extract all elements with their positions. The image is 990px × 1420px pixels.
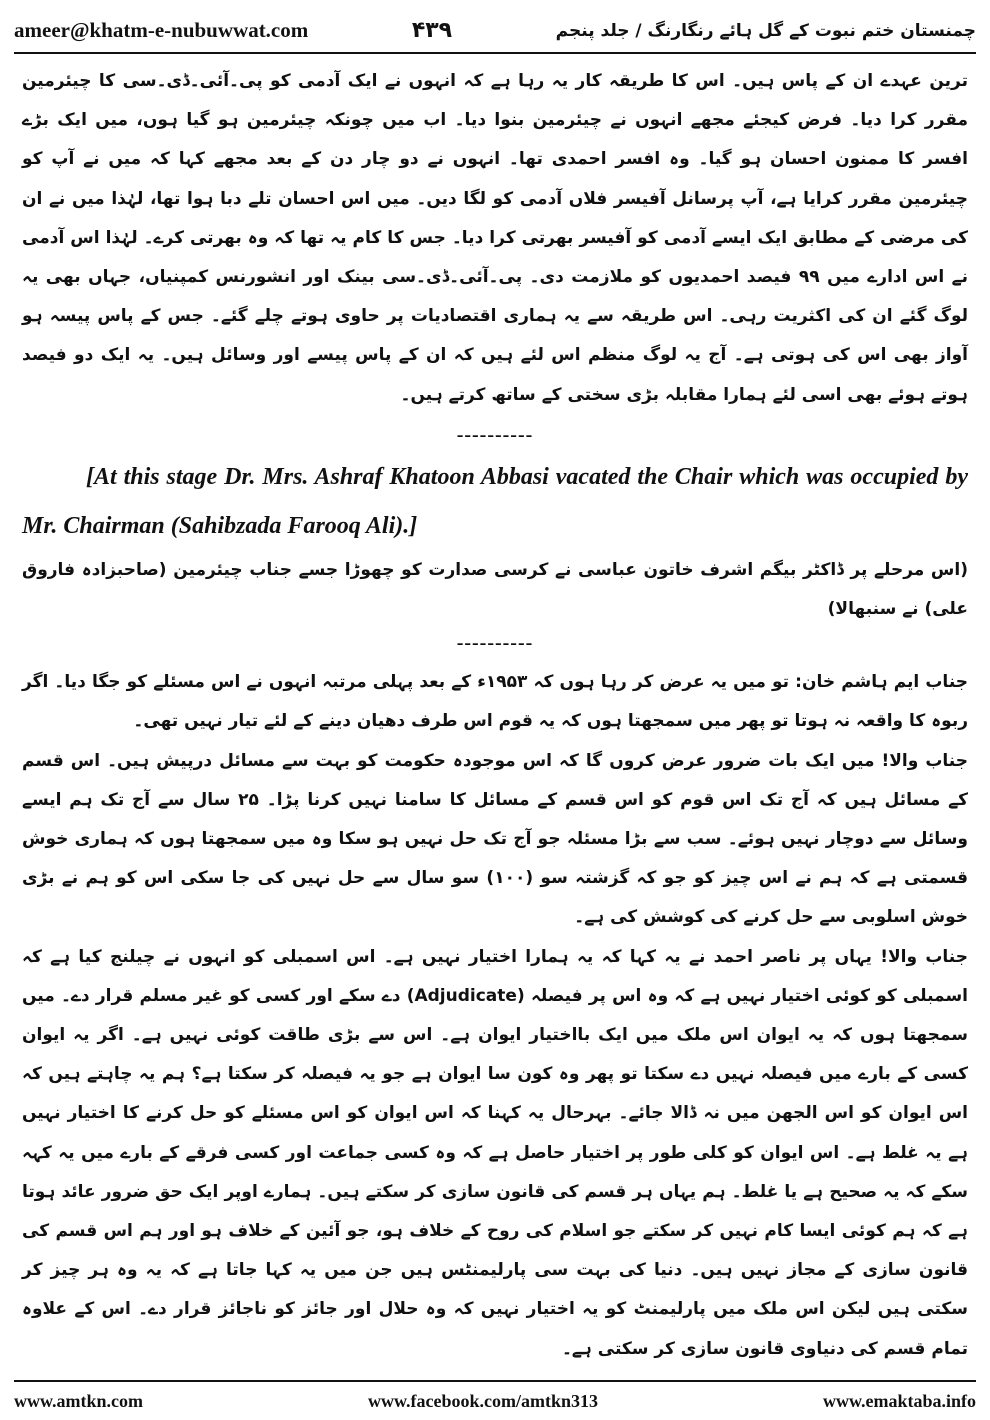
urdu-note: (اس مرحلے پر ڈاکٹر بیگم اشرف خاتون عباسی نے کرسی صدارت کو چھوڑا جسے جناب چیئرمین (صاحبزادہ فاروق علی) نے سنبھالا) xyxy=(22,559,968,620)
page-number: ۴۳۹ xyxy=(411,17,453,43)
paragraph-2 xyxy=(22,663,968,741)
paragraph-3: جناب والا! میں ایک بات ضرور عرض کروں گا کہ اس موجودہ حکومت کو بہت سے مسائل درپیش ہیں۔ اس قسم کے مسائل ہیں کہ آج تک اس قوم کو اس قسم کے مسائل کا سامنا نہیں کرنا پڑا۔ ۲۵ سال سے آج تک ہم ایسے وسائل سے دوچار نہیں ہوئے۔ سب سے بڑا مسئلہ جو آج تک حل نہیں ہو سکا وہ میں سمجھتا ہوں کہ ہماری خوش قسمتی ہے کہ ہم نے اس چیز کو جو کہ گزشتہ سو (۱۰۰) سو سال سے حل نہیں کی جا سکی اس کو ہم نے بڑی خوش اسلوبی سے حل کرنے کی کوشش کی ہے۔ xyxy=(22,750,968,928)
footer-link-facebook[interactable]: www.facebook.com/amtkn313 xyxy=(367,1390,598,1411)
paragraph-2-text: تو میں یہ عرض کر رہا ہوں کہ ۱۹۵۳ء کے بعد پہلی مرتبہ انہوں نے اس مسئلے کو جگا دیا۔ اگر ربوہ کا واقعہ نہ ہوتا تو پھر میں سمجھتا ہوں کہ یہ قوم اس طرف دھیان دینے کے لئے تیار نہیں تھی۔ xyxy=(22,672,968,732)
paragraph-4: جناب والا! یہاں پر ناصر احمد نے یہ کہا کہ یہ ہمارا اختیار نہیں ہے۔ اس اسمبلی کو انہوں نے چیلنج کیا ہے کہ اسمبلی کو کوئی اختیار نہیں ہے کہ وہ اس پر فیصلہ (Adjudicate) دے سکے اور کسی کو غیر مسلم قرار دے۔ میں سمجھتا ہوں کہ یہ ایوان اس ملک میں ایک بااختیار ایوان ہے۔ اس سے بڑی طاقت کوئی نہیں ہے۔ اگر یہ ایوان کسی کے بارے میں فیصلہ نہیں دے سکتا تو پھر وہ کون سا ایوان ہے جو یہ فیصلہ کر سکتا ہے؟ ہم یہ چاہتے ہیں کہ اس ایوان کو اس الجھن میں نہ ڈالا جائے۔ بہرحال یہ کہنا کہ اس ایوان کو اس مسئلے کو حل کرنے کا اختیار نہیں ہے یہ غلط ہے۔ اس ایوان کو کلی طور پر اختیار حاصل ہے کہ وہ کسی جماعت اور کسی فرقے کے بارے میں یہ کہہ سکے کہ یہ صحیح ہے یا غلط۔ ہم یہاں ہر قسم کی قانون سازی کر سکتے ہیں۔ ہمارے اوپر ایک حق ضرور عائد ہوتا ہے کہ ہم کوئی ایسا کام نہیں کر سکتے جو اسلام کی روح کے خلاف ہو، جو آئین کے خلاف ہو اور ہم اس قسم کی قانون سازی کے مجاز نہیں ہیں۔ دنیا کی بہت سی پارلیمنٹس ہیں جن میں یہ کہا جاتا ہے کہ یہ وہ ہر چیز کر سکتی ہیں لیکن اس ملک میں پارلیمنٹ کو یہ اختیار نہیں کہ وہ حلال اور جائز کو ناجائز قرار دے۔ اس کے علاوہ تمام قسم کی دنیاوی قانون سازی کر سکتی ہے۔ xyxy=(22,946,968,1359)
header-rule xyxy=(14,52,976,54)
footer-link-emaktaba[interactable]: www.emaktaba.info xyxy=(822,1390,976,1411)
header-email: ameer@khatm-e-nubuwwat.com xyxy=(14,17,309,42)
footer-link-amtkn[interactable]: www.amtkn.com xyxy=(14,1390,143,1411)
separator-bottom: ---------- xyxy=(456,632,534,655)
english-note: [At this stage Dr. Mrs. Ashraf Khatoon Abbasi vacated the Chair which was occupied by Mr. Chairman (Sahibzada Farooq Ali).] xyxy=(22,463,968,539)
speaker-name: جناب ایم ہاشم خان: xyxy=(795,672,969,693)
footer-rule xyxy=(14,1380,976,1382)
page-header xyxy=(14,10,976,50)
separator-top: ---------- xyxy=(456,423,534,446)
page-footer xyxy=(14,1386,976,1416)
book-title: چمنستان ختم نبوت کے گل ہائے رنگارنگ / جلد پنجم xyxy=(555,20,976,41)
paragraph-1: ترین عہدے ان کے پاس ہیں۔ اس کا طریقہ کار یہ رہا ہے کہ انہوں نے ایک آدمی کو پی۔آئی۔ڈی۔سی کا چیئرمین مقرر کرا دیا۔ فرض کیجئے مجھے انہوں نے چیئرمین بنوا دیا۔ اب میں چونکہ چیئرمین ہو گیا ہوں، میں ایک بڑے افسر کا ممنون احسان ہو گیا۔ وہ افسر احمدی تھا۔ انہوں نے دو چار دن کے بعد مجھے کہا کہ میں نے آپ کو چیئرمین مقرر کرایا ہے، آپ پرسانل آفیسر فلاں آدمی کو لگا دیں۔ میں اس احسان تلے دبا ہوا تھا، لہٰذا میں نے ان کی مرضی کے مطابق ایک ایسے آدمی کو آفیسر بھرتی کرا دیا۔ جس کا کام یہ تھا کہ وہ بھرتی کرے۔ لہٰذا اس آدمی نے اس ادارے میں ۹۹ فیصد احمدیوں کو ملازمت دی۔ پی۔آئی۔ڈی۔سی بینک اور انشورنس کمپنیاں، جہاں بھی یہ لوگ گئے ان کی اکثریت رہی۔ اس طریقہ سے یہ ہماری اقتصادیات پر حاوی ہوتے چلے گئے۔ جس کے پاس پیسہ ہو آواز بھی اس کی ہوتی ہے۔ آج یہ لوگ منظم اس لئے ہیں کہ ان کے پاس پیسے اور وسائل ہیں۔ یہ ایک دو فیصد ہوتے ہوئے بھی اسی لئے ہمارا مقابلہ بڑی سختی کے ساتھ کرتے ہیں۔ xyxy=(22,71,968,405)
page-body xyxy=(22,62,968,1369)
